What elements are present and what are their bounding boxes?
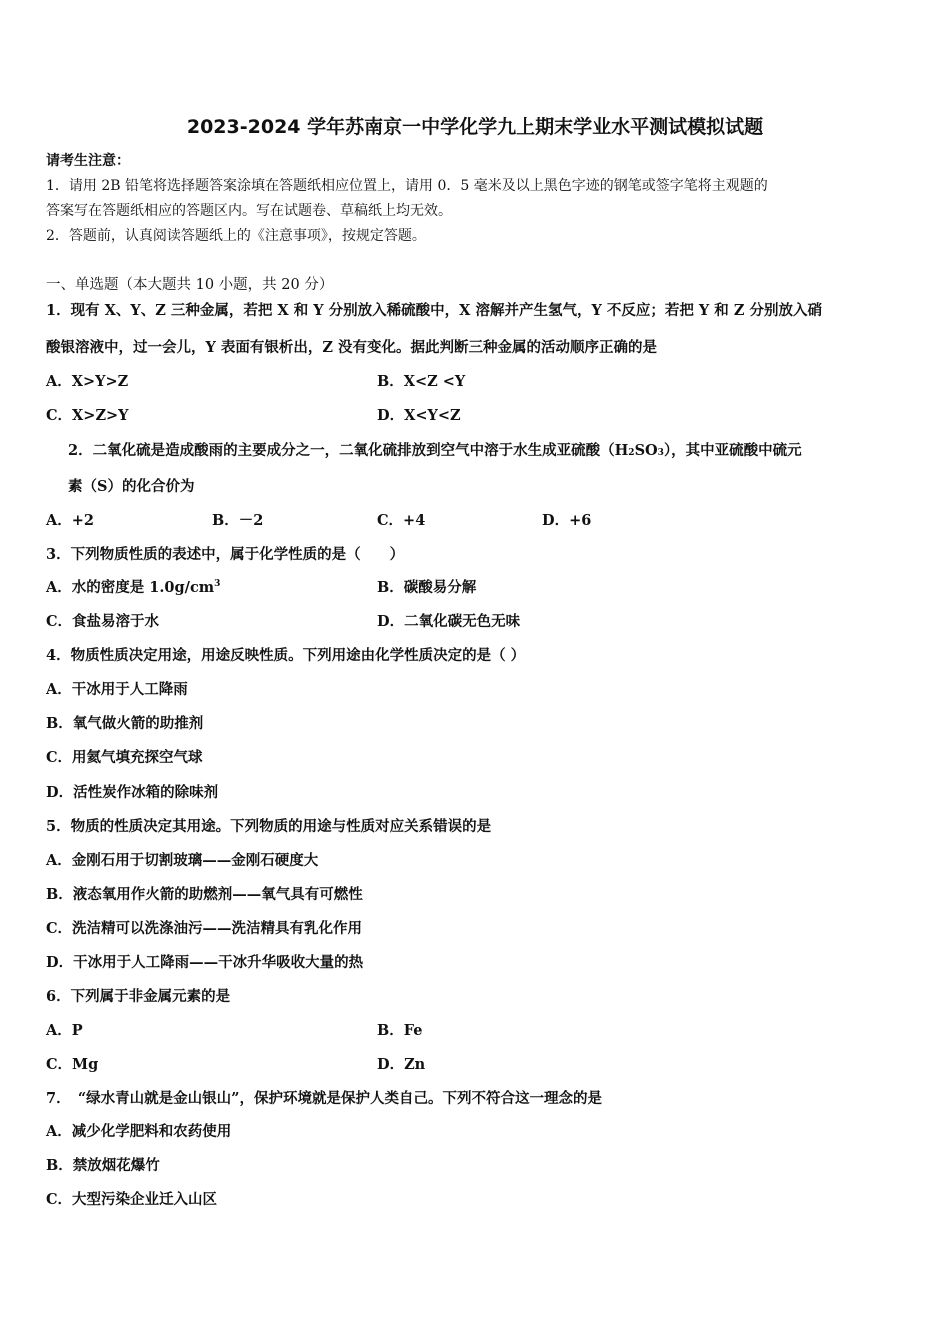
q2-option-a: A．+2 (46, 512, 94, 529)
notice-line-2: 2．答题前，认真阅读答题纸上的《注意事项》，按规定答题。 (46, 228, 426, 244)
q1-stem-line1: 1．现有 X、Y、Z 三种金属，若把 X 和 Y 分别放入稀硫酸中，X 溶解并产生氢气，Y 不反应；若把 Y 和 Z 分别放入硝 (46, 302, 822, 319)
q6-stem: 6．下列属于非金属元素的是 (46, 988, 231, 1005)
q7-option-a: A．减少化学肥料和农药使用 (46, 1123, 232, 1140)
q4-option-a: A．干冰用于人工降雨 (46, 681, 188, 698)
q6-option-d: D．Zn (377, 1056, 426, 1073)
page-title: 2023-2024 学年苏南京一中学化学九上期末学业水平测试模拟试题 (186, 116, 764, 138)
q5-option-d: D．干冰用于人工降雨——干冰升华吸收大量的热 (46, 954, 364, 971)
q2-stem-line1 (68, 441, 802, 463)
q4-option-b: B．氧气做火箭的助推剂 (46, 715, 204, 732)
q4-stem: 4．物质性质决定用途，用途反映性质。下列用途由化学性质决定的是（ ） (46, 647, 526, 664)
q2-subscript-2: 3 (657, 448, 664, 458)
q3-option-a-text: A．水的密度是 1.0g/cm (46, 579, 215, 596)
q7-stem: 7． “绿水青山就是金山银山”，保护环境就是保护人类自己。下列不符合这一理念的是 (46, 1090, 603, 1107)
q2-option-b: B．－2 (212, 512, 264, 529)
notice-heading: 请考生注意： (46, 153, 130, 169)
q2-option-c: C．+4 (377, 512, 426, 529)
q3-stem: 3．下列物质性质的表述中，属于化学性质的是（ ） (46, 546, 405, 563)
notice-line-1a: 1．请用 2B 铅笔将选择题答案涂填在答题纸相应位置上，请用 0．5 毫米及以上黑色字迹的钢笔或签字笔将主观题的 (46, 178, 768, 194)
q1-option-b: B．X<Z <Y (377, 373, 466, 390)
q1-option-c: C．X>Z>Y (46, 407, 129, 424)
q1-option-a: A．X>Y>Z (46, 373, 129, 390)
q6-option-a: A．P (46, 1022, 83, 1039)
q2-subscript-1: 2 (628, 448, 635, 458)
q3-option-d: D．二氧化碳无色无味 (377, 613, 521, 630)
q5-option-a: A．金刚石用于切割玻璃——金刚石硬度大 (46, 852, 319, 869)
q5-option-b: B．液态氧用作火箭的助燃剂——氧气具有可燃性 (46, 886, 363, 903)
q5-option-c: C．洗洁精可以洗涤油污——洗洁精具有乳化作用 (46, 920, 363, 937)
q4-option-d: D．活性炭作冰箱的除味剂 (46, 784, 219, 801)
notice-line-1b: 答案写在答题纸相应的答题区内。写在试题卷、草稿纸上均无效。 (46, 203, 452, 219)
q2-stem-pre: 2．二氧化硫是造成酸雨的主要成分之一，二氧化硫排放到空气中溶于水生成亚硫酸（H (68, 442, 629, 459)
q3-superscript: 3 (214, 579, 221, 590)
q3-option-b: B．碳酸易分解 (377, 579, 477, 596)
q2-stem-post: ），其中亚硫酸中硫元 (663, 442, 802, 459)
q2-option-d: D．+6 (542, 512, 592, 529)
q2-stem-line2: 素（S）的化合价为 (68, 478, 195, 495)
section-heading: 一、单选题（本大题共 10 小题，共 20 分） (46, 277, 334, 293)
q7-option-c: C．大型污染企业迁入山区 (46, 1191, 218, 1208)
q7-option-b: B．禁放烟花爆竹 (46, 1157, 160, 1174)
q6-option-c: C．Mg (46, 1056, 99, 1073)
q1-stem-line2: 酸银溶液中，过一会儿，Y 表面有银析出，Z 没有变化。据此判断三种金属的活动顺序正确的是 (46, 339, 658, 356)
q5-stem: 5．物质的性质决定其用途。下列物质的用途与性质对应关系错误的是 (46, 818, 492, 835)
q6-option-b: B．Fe (377, 1022, 423, 1039)
q3-option-a (46, 578, 220, 598)
q1-option-d: D．X<Y<Z (377, 407, 461, 424)
q3-option-c: C．食盐易溶于水 (46, 613, 160, 630)
q4-option-c: C．用氦气填充探空气球 (46, 749, 203, 766)
q2-stem-mid: SO (634, 442, 658, 459)
